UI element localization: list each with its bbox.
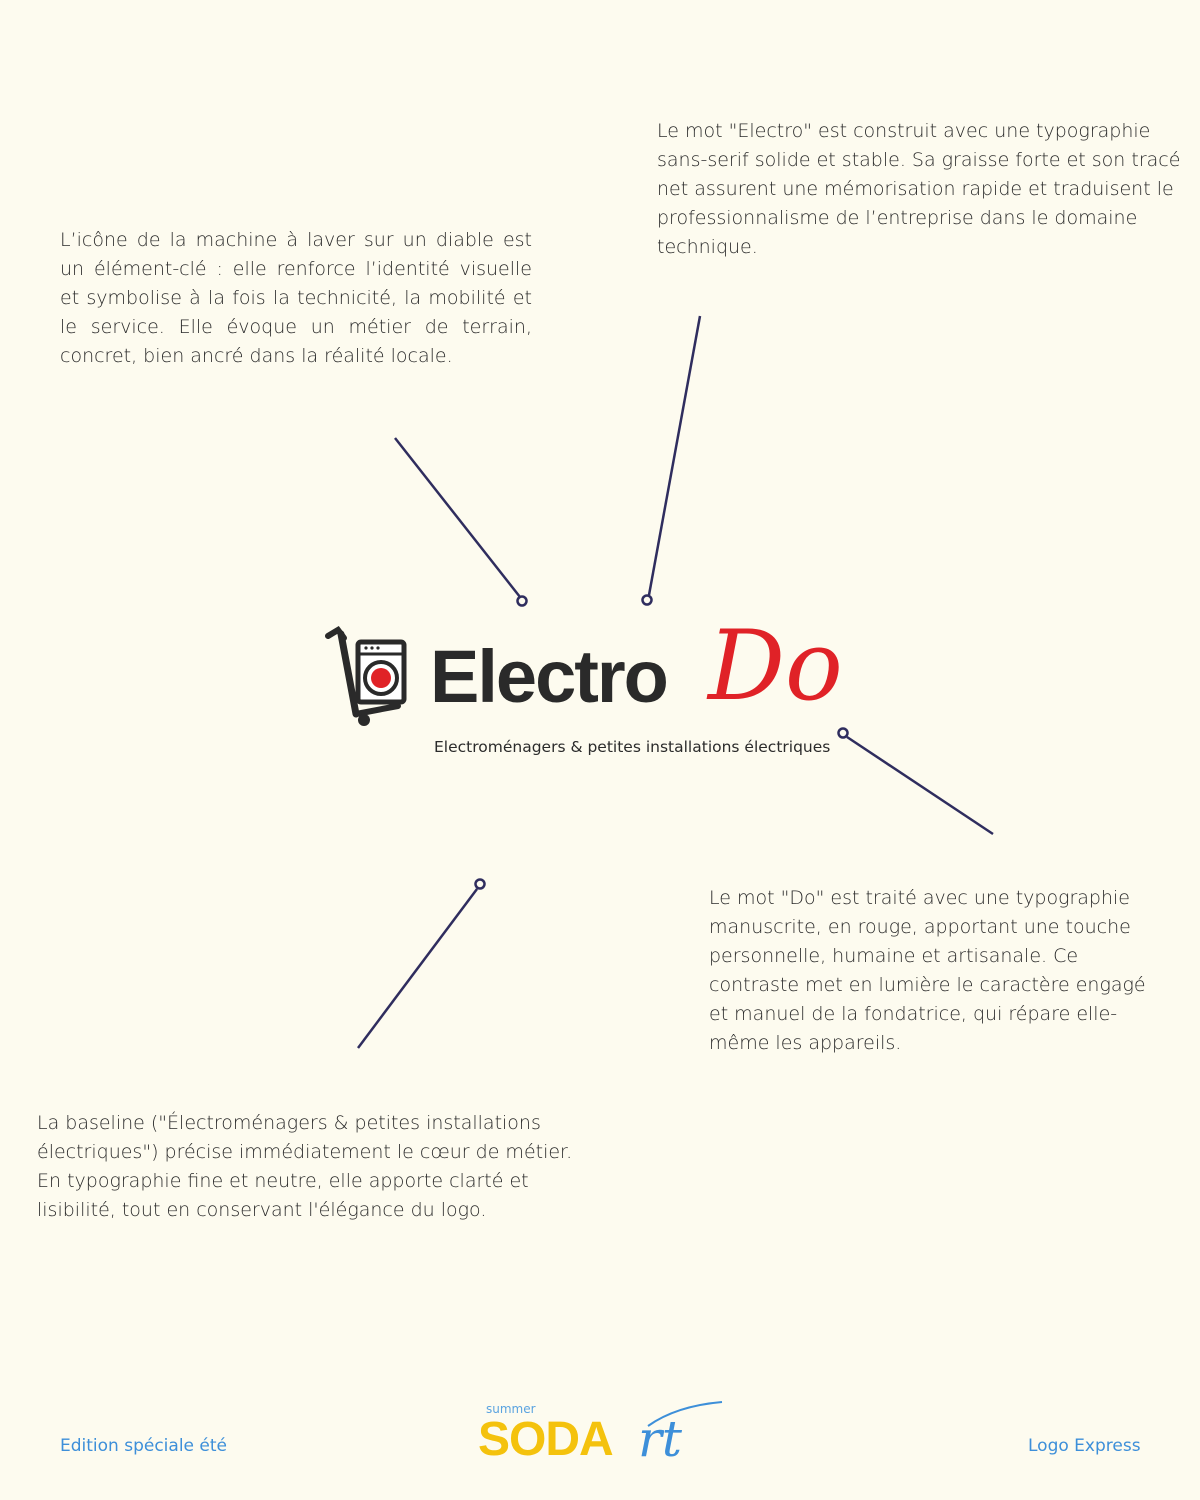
logo-word-electro: Electro [430, 635, 667, 718]
logo-word-do: Do [708, 610, 843, 722]
footer-edition-label: Edition spéciale été [60, 1436, 227, 1456]
note-icon-description: L’icône de la machine à laver sur un diable est un élément-clé : elle renforce l’identité visuelle et symbolise à la fois la technicité, la mobilité et le service. Elle évoque un métier de terrain, concret, bien ancré dans la réalité locale. [60, 229, 532, 367]
note-electro-description: Le mot "Electro" est construit avec une typographie sans-serif solide et stable. Sa graisse forte et son tracé net assurent une mémorisation rapide et traduisent le professionnalisme de l’entreprise dans le domaine technique. [657, 120, 1181, 258]
swoosh-icon [646, 1400, 726, 1430]
callout-dot-icon [518, 597, 527, 606]
callout-line-baseline [358, 889, 477, 1048]
washing-machine-on-hand-truck-icon [322, 622, 422, 732]
callout-line-icon [395, 438, 520, 597]
footer-logo-express-label: Logo Express [1028, 1436, 1141, 1456]
note-baseline-description: La baseline ("Électroménagers & petites installations électriques") précise immédiatement le cœur de métier. En typographie fine et neutre, elle apporte clarté et lisibilité, tout en conservant l'élégance du logo. [37, 1112, 573, 1221]
callout-line-electro [649, 316, 700, 595]
soda-main-word: SODA [478, 1413, 613, 1466]
electrodo-logo [322, 610, 882, 774]
soda-summer-label: summer [486, 1402, 536, 1416]
summer-sodart-logo [478, 1400, 728, 1480]
soda-script-word: rt [638, 1410, 682, 1468]
note-do-description: Le mot "Do" est traité avec une typographie manuscrite, en rouge, apportant une touche personnelle, humaine et artisanale. Ce contraste met en lumière le caractère engagé et manuel de la fondatrice, qui répare elle-même les appareils. [709, 887, 1146, 1054]
callout-dot-electro [643, 596, 652, 605]
logo-baseline: Electroménagers & petites installations électriques [434, 738, 831, 756]
callout-dot-baseline [476, 880, 485, 889]
